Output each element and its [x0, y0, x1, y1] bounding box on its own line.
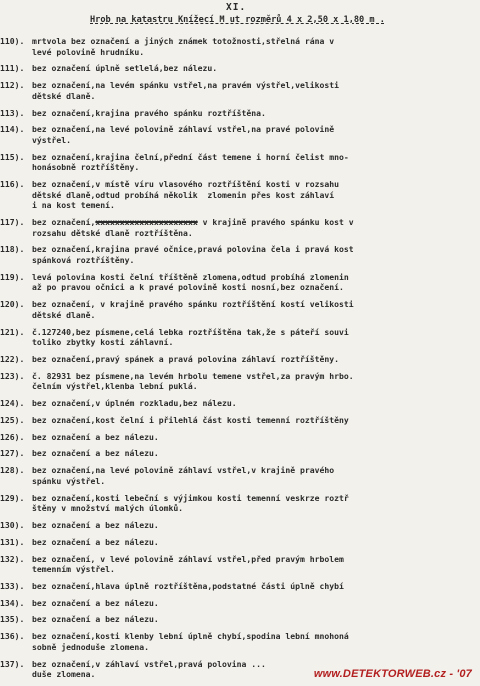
entry-number: 112).: [0, 80, 25, 91]
entry-number: 121).: [0, 326, 25, 337]
list-item: [0, 124, 478, 145]
entry-number: 119).: [0, 271, 25, 282]
entry-number: 126).: [0, 431, 25, 442]
list-item: [0, 614, 478, 625]
list-item: [0, 432, 478, 443]
entry-number: 111).: [0, 63, 25, 74]
list-item: [0, 354, 478, 365]
entry-text-continued: levé polovině hrudníku.: [32, 46, 145, 57]
entry-text-continued: temenním výstřel.: [32, 564, 115, 575]
entry-number: 114).: [0, 124, 25, 135]
entry-text: bez označení,na levém spánku vstřel,na pravém výstřel,velikosti: [32, 80, 339, 91]
list-item: [0, 299, 478, 320]
entry-number: 128).: [0, 465, 25, 476]
list-item: [0, 598, 478, 609]
entry-number: 122).: [0, 353, 25, 364]
entry-number: 116).: [0, 179, 25, 190]
entry-text: bez označení,krajina pravého spánku roztříštěna.: [32, 107, 266, 118]
entry-number: 110).: [0, 36, 25, 46]
entry-text: bez označení,kost čelní i přilehlá část kosti temenní roztříštěny: [32, 414, 349, 425]
entry-number: 135).: [0, 614, 25, 625]
entry-text-continued: i na kost temení.: [32, 200, 115, 211]
entry-text-continued: toliko zbytky kosti záhlavní.: [32, 337, 174, 348]
list-item: [0, 581, 478, 592]
entry-text: v krajině pravého spánku kost v: [197, 217, 354, 228]
entry-text: bez označení,v záhlaví vstřel,pravá polovina ...: [32, 658, 266, 669]
entry-text: bez označení,hlava úplně roztříštěna,podstatné části úplně chybí: [32, 580, 344, 591]
entry-text-continued: spánku výstřel.: [32, 475, 106, 486]
list-item: [0, 537, 478, 548]
entry-text: levá polovina kosti čelní tříštěně zlomena,odtud probíhá zlomenin: [32, 271, 349, 282]
list-item: [0, 415, 478, 426]
entry-text: bez označení a bez nálezu.: [32, 431, 159, 442]
list-item: [0, 371, 478, 392]
list-item: [0, 398, 478, 409]
entry-text: bez označení,na levé polovině záhlaví vstřel,v krajině pravého: [32, 465, 335, 476]
entry-text-continued: dětské dlaně.: [32, 309, 96, 320]
struck-text: xxxxxxxxxxxxxxxxxxxxx: [95, 217, 198, 228]
entry-text-continued: štěny v množství malých úlomků.: [32, 503, 184, 514]
list-item: [0, 63, 478, 74]
entry-text: bez označení a bez nálezu.: [32, 597, 159, 608]
entry-number: 123).: [0, 370, 25, 381]
entry-text: bez označení a bez nálezu.: [32, 536, 159, 547]
list-item: [0, 80, 478, 101]
entry-text: č.127240,bez písmene,celá lebka roztříštěna tak,že s páteří souvi: [32, 326, 349, 337]
entry-text: bez označení úplně setlelá,bez nálezu.: [32, 63, 218, 74]
entry-number: 131).: [0, 536, 25, 547]
entry-number: 137).: [0, 658, 25, 669]
entry-text: bez označení, v krajině pravého spánku roztříštění kostí velikosti: [32, 299, 354, 310]
entry-number: 127).: [0, 448, 25, 459]
entry-text: bez označení,krajina pravé očnice,pravá polovina čela i pravá kost: [32, 244, 354, 255]
entry-text: bez označení,v místě víru vlasového roztříštění kosti v rozsahu: [32, 179, 339, 190]
entry-number: 136).: [0, 631, 25, 642]
list-item: [0, 631, 478, 652]
entry-text: bez označení,na levé polovině záhlaví vstřel,na pravé polovině: [32, 124, 335, 135]
entry-text: mrtvola bez označení a jiných známek totožnosti,střelná rána v: [32, 36, 335, 46]
entry-number: 124).: [0, 398, 25, 409]
entry-number: 117).: [0, 217, 25, 228]
section-number: XI.: [226, 2, 247, 13]
entry-text-continued: rozsahu dětské dlaně roztříštěna.: [32, 227, 193, 238]
document-header: Hrob na katastru Knížecí M ut rozměrů 4 x 2,50 x 1,80 m .: [90, 15, 385, 25]
entry-text: č. 82931 bez písmene,na levém hrbolu temene vstřel,za pravým hrbo.: [32, 370, 354, 381]
entry-number: 113).: [0, 107, 25, 118]
watermark: www.DETEKTORWEB.cz - '07: [313, 668, 472, 680]
entry-text: bez označení,v úplném rozkladu,bez nálezu.: [32, 398, 237, 409]
list-item: [0, 179, 478, 211]
list-item: [0, 520, 478, 531]
entry-text-continued: čelním výstřel,klenba lební puklá.: [32, 381, 198, 392]
entry-text: bez označení,: [32, 217, 96, 228]
entry-number: 134).: [0, 597, 25, 608]
entry-text: bez označení,kosti klenby lební úplně chybí,spodina lební mnohoná: [32, 631, 349, 642]
entry-text: bez označení,krajina čelní,přední část temene i horní čelist mno-: [32, 151, 349, 162]
entry-text: bez označení,kosti lebeční s výjimkou kosti temenní veskrze roztř: [32, 492, 349, 503]
entry-number: 125).: [0, 414, 25, 425]
entry-text-continued: dětské dlaně,odtud probíhá několik zlomenin přes kost záhlaví: [32, 189, 335, 200]
entry-number: 133).: [0, 580, 25, 591]
entry-text: bez označení a bez nálezu.: [32, 614, 159, 625]
entry-text-continued: výstřel.: [32, 134, 71, 145]
entry-number: 129).: [0, 492, 25, 503]
entry-list: [0, 36, 480, 686]
entry-number: 132).: [0, 553, 25, 564]
entry-number: 115).: [0, 151, 25, 162]
entry-text-continued: sobně jednoduše zlomena.: [32, 641, 149, 652]
entry-text-continued: duše zlomena.: [32, 669, 96, 680]
entry-number: 130).: [0, 519, 25, 530]
entry-text: bez označení a bez nálezu.: [32, 519, 159, 530]
list-item: [0, 493, 478, 514]
list-item: [0, 465, 478, 486]
list-item: [0, 272, 478, 293]
list-item: [0, 244, 478, 265]
list-item: [0, 448, 478, 459]
entry-text-continued: spánková roztříštěny.: [32, 255, 135, 265]
entry-number: 118).: [0, 244, 25, 255]
list-item: [0, 36, 478, 57]
entry-text-continued: honásobně roztříštěny.: [32, 162, 140, 173]
entry-text-continued: až po pravou očnici a k pravé polovině kosti nosní,bez označení.: [32, 282, 344, 293]
entry-text-continued: dětské dlaně.: [32, 90, 96, 101]
entry-number: 120).: [0, 299, 25, 310]
list-item: [0, 327, 478, 348]
list-item: [0, 152, 478, 173]
list-item: [0, 108, 478, 119]
entry-text: bez označení, v levé polovině záhlaví vstřel,před pravým hrbolem: [32, 553, 344, 564]
entry-text: bez označení a bez nálezu.: [32, 448, 159, 459]
entry-text: bez označení,pravý spánek a pravá polovina záhlaví roztříštěny.: [32, 353, 339, 364]
list-item: [0, 554, 478, 575]
list-item: [0, 217, 478, 238]
